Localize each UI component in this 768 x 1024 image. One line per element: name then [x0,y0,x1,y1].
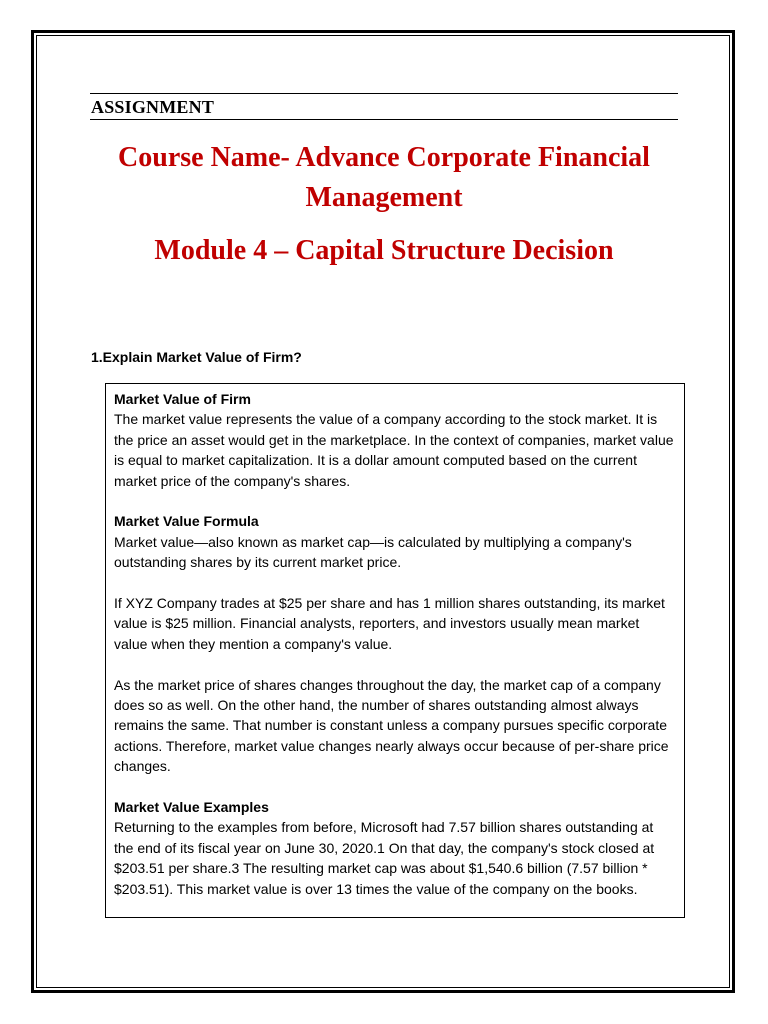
course-title: Course Name- Advance Corporate Financial Management [118,142,650,213]
paragraph-microsoft-example: Returning to the examples from before, Microsoft had 7.57 billion shares outstanding at the end of its fiscal year on June 30, 2020.1 On that day, the company's stock closed at $203.51 per share.3 The resulting market cap was about $1,540.6 billion (7.57 billion * $203.51). This market value is over 13 times the value of the company on the books. [114,819,655,897]
question-heading: 1.Explain Market Value of Firm? [91,349,302,365]
module-title: Module 4 – Capital Structure Decision [154,235,614,266]
section-heading-market-value-of-firm: Market Value of Firm [114,391,251,407]
section-heading-market-value-formula: Market Value Formula [114,513,259,530]
paragraph-xyz-example: If XYZ Company trades at $25 per share and has 1 million shares outstanding, its market value is $25 million. Financial analysts, reporters, and investors usually mean market value when they mention a company's value. [114,595,665,652]
section-heading-market-value-examples: Market Value Examples [114,799,269,816]
paragraph-market-value-formula: Market value—also known as market cap—is calculated by multiplying a company's outstanding shares by its current market price. [114,533,632,571]
answer-box [105,383,685,918]
header-rule-top [90,93,678,94]
header-rule-bottom [90,119,678,120]
assignment-label: ASSIGNMENT [91,97,215,117]
paragraph-market-value-definition: The market value represents the value of a company according to the stock market. It is the price an asset would get in the marketplace. In the context of companies, market value is equal to market capitalization. It is a dollar amount computed based on the current market price of the company's shares. [114,411,674,489]
paragraph-price-changes: As the market price of shares changes throughout the day, the market cap of a company does so as well. On the other hand, the number of shares outstanding almost always remains the same. That number is constant unless a company pursues specific corporate actions. Therefore, market value changes nearly always occur because of per-share price changes. [114,676,669,775]
